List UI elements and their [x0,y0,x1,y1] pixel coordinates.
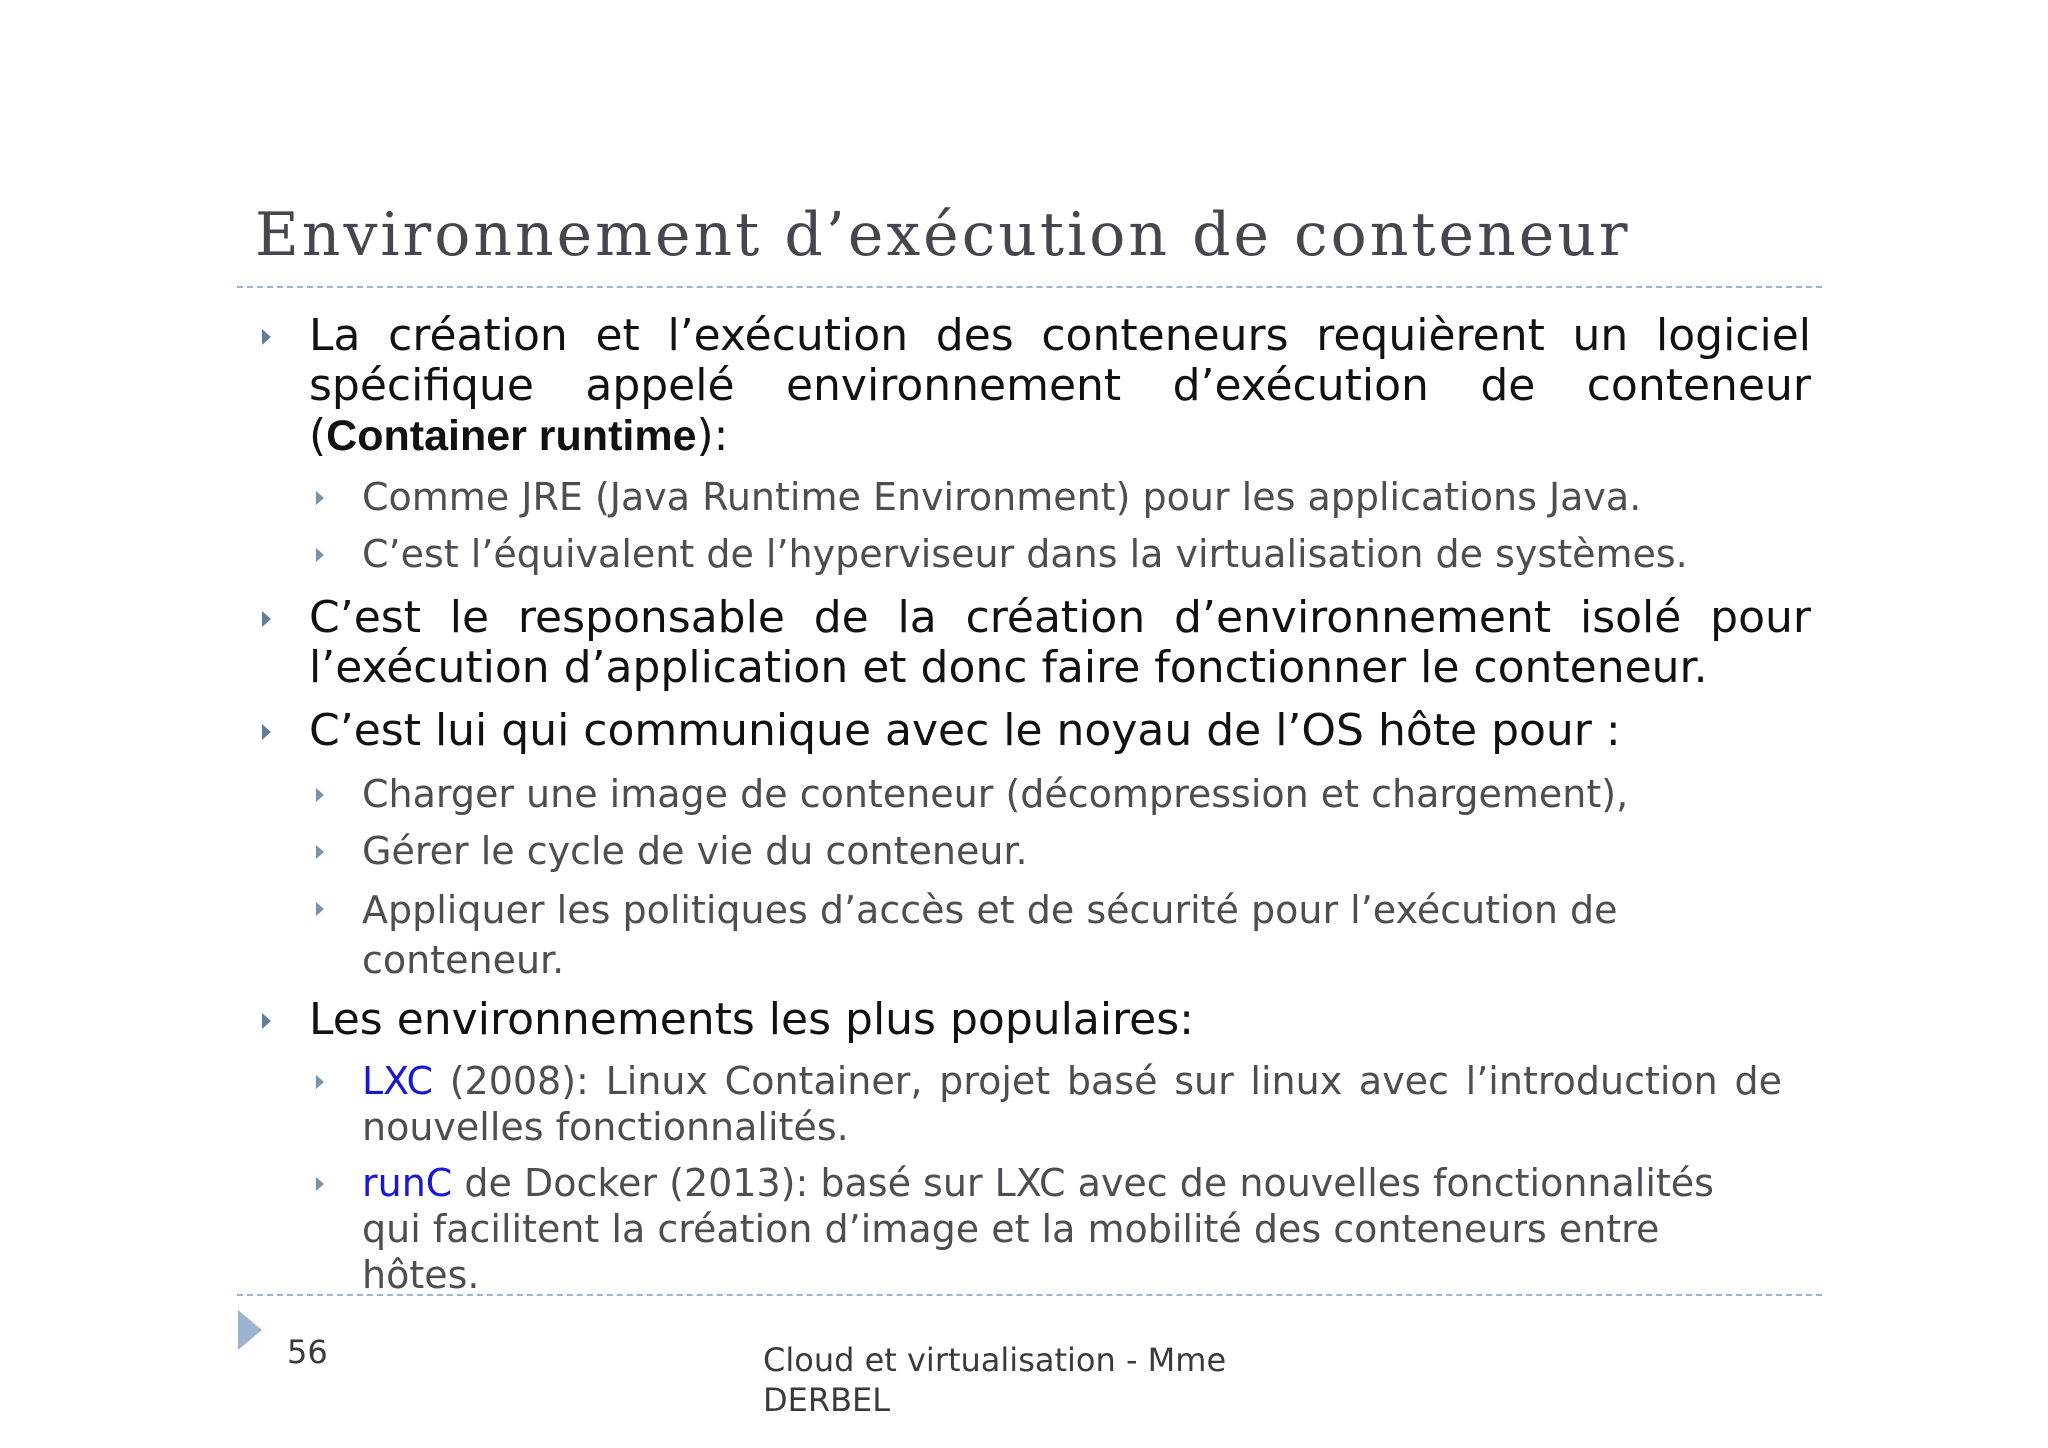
container-runtime-term: Container runtime [326,412,697,460]
sub-bullet-marker-icon [316,788,324,802]
sub-bullet-marker-icon [316,491,324,505]
lxc-name: LXC [362,1059,433,1103]
title-divider [237,286,1822,288]
sub-bullet-security-policies: Appliquer les politiques d’accès et de sécurité pour l’exécution de conteneur. [362,888,1618,982]
footer-divider [237,1294,1822,1296]
lxc-description: (2008): Linux Container, projet basé sur linux avec l’introduction de nouvelles fonctionnalités. [362,1059,1782,1149]
sub-bullet-marker-icon [316,548,324,562]
sub-bullet-jre-example: Comme JRE (Java Runtime Environment) pour les applications Java. [362,475,1642,519]
paren-open: ( [309,410,327,461]
bullet-marker-icon [262,1013,271,1029]
sub-bullet-lxc [362,1058,1782,1150]
sub-bullet-runc [362,1160,1772,1298]
page-number: 56 [287,1333,328,1371]
sub-bullet-marker-icon [316,1177,324,1191]
sub-bullet-marker-icon [316,845,324,859]
bullet-text: La création et l’exécution des conteneurs requièrent un logiciel spécifique appelé environnement d’exécution de conteneur [309,310,1811,411]
sub-bullet-hypervisor-analogy: C’est l’équivalent de l’hyperviseur dans la virtualisation de systèmes. [362,532,1688,576]
bullet-popular-runtimes: Les environnements les plus populaires: [309,994,1194,1045]
sub-bullet-lifecycle: Gérer le cycle de vie du conteneur. [362,829,1028,873]
sub-bullet-load-image: Charger une image de conteneur (décompression et chargement), [362,772,1629,816]
sub-bullet-marker-icon [316,902,324,916]
bullet-marker-icon [262,329,271,345]
footer-arrow-icon [238,1310,262,1350]
bullet-container-runtime-definition [309,311,1811,461]
bullet-marker-icon [262,611,271,627]
runc-description: de Docker (2013): basé sur LXC avec de nouvelles fonctionnalités qui facilitent la création d’image et la mobilité des conteneurs entre hôtes. [362,1161,1714,1297]
footer-course-title: Cloud et virtualisation - Mme DERBEL [763,1341,1227,1419]
paren-close: ): [696,410,729,461]
bullet-marker-icon [262,724,271,740]
sub-bullet-marker-icon [316,1075,324,1089]
slide-title: Environnement d’exécution de conteneur [255,200,1631,270]
runc-name: runC [362,1161,453,1205]
bullet-isolated-environment: C’est le responsable de la création d’environnement isolé pour l’exécution d’application et donc faire fonctionner le conteneur. [309,592,1811,693]
bullet-kernel-communication: C’est lui qui communique avec le noyau de l’OS hôte pour : [309,705,1621,756]
